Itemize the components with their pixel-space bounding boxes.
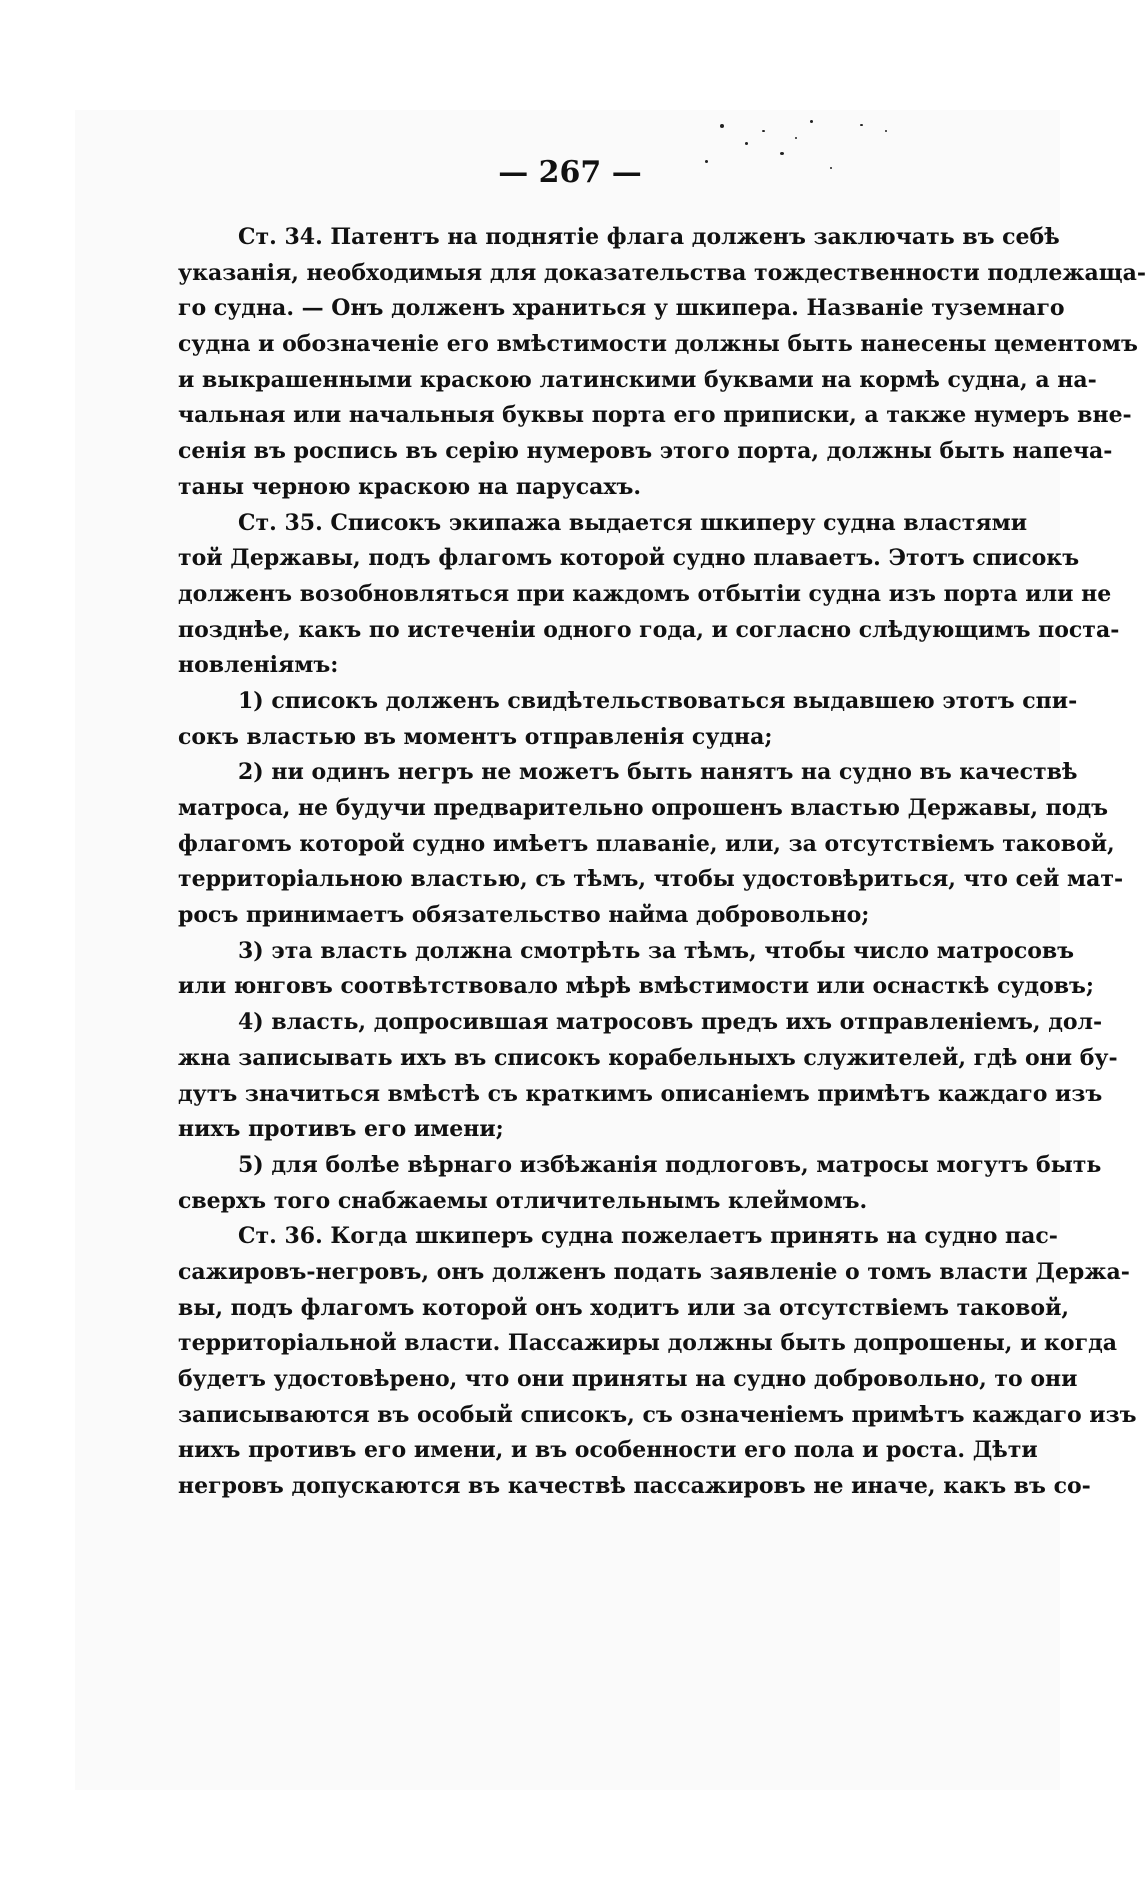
text-line: нихъ противъ его имени; (178, 1116, 504, 1143)
text-line: 1) списокъ долженъ свидѣтельствоваться выдавшею этотъ спи- (238, 687, 1078, 714)
text-line: сокъ властью въ моментъ отправленія судна; (178, 723, 773, 750)
text-line: жна записывать ихъ въ списокъ корабельныхъ служителей, гдѣ они бу- (178, 1044, 1118, 1071)
text-line: чальная или начальныя буквы порта его приписки, а также нумеръ вне- (178, 402, 1132, 429)
text-line: Ст. 34. Патентъ на поднятіе флага долженъ заключать въ себѣ (238, 224, 1060, 250)
text-line: 3) эта власть должна смотрѣть за тѣмъ, чтобы число матросовъ (238, 937, 1075, 964)
text-line: сажировъ-негровъ, онъ долженъ подать заявленіе о томъ власти Держа- (178, 1258, 1130, 1285)
text-line: территоріальной власти. Пассажиры должны быть допрошены, и когда (178, 1330, 1118, 1357)
text-line: нихъ противъ его имени, и въ особенности его пола и роста. Дѣти (178, 1437, 1038, 1464)
text-line: и выкрашенными краскою латинскими буквами на кормѣ судна, а на- (178, 366, 1097, 393)
text-line: сенія въ роспись въ серію нумеровъ этого порта, должны быть напеча- (178, 438, 1113, 465)
text-line: новленіямъ: (178, 652, 339, 679)
text-line: будетъ удостовѣрено, что они приняты на судно добровольно, то они (178, 1366, 1078, 1392)
text-line: матроса, не будучи предварительно опрошенъ властью Державы, подъ (178, 795, 1108, 821)
text-line: флагомъ которой судно имѣетъ плаваніе, или, за отсутствіемъ таковой, (178, 830, 1115, 857)
text-line: судна и обозначеніе его вмѣстимости должны быть нанесены цементомъ (178, 331, 1138, 358)
text-line: 2) ни одинъ негръ не можетъ быть нанятъ на судно въ качествѣ (238, 759, 1078, 786)
text-line: негровъ допускаются въ качествѣ пассажировъ не иначе, какъ въ со- (178, 1473, 1091, 1500)
page-number: — 267 — (498, 155, 642, 190)
text-line: указанія, необходимыя для доказательства тождественности подлежаща- (178, 259, 1146, 286)
text-line: росъ принимаетъ обязательство найма добровольно; (178, 902, 870, 929)
text-line: дутъ значиться вмѣстѣ съ краткимъ описаніемъ примѣтъ каждаго изъ (178, 1080, 1103, 1107)
text-line: той Державы, подъ флагомъ которой судно плаваетъ. Этотъ списокъ (178, 545, 1080, 572)
text-line: территоріальною властью, съ тѣмъ, чтобы удостовѣриться, что сей мат- (178, 866, 1124, 893)
text-line: Ст. 35. Списокъ экипажа выдается шкиперу судна властями (238, 509, 1028, 536)
text-line: 4) власть, допросившая матросовъ предъ ихъ отправленіемъ, дол- (238, 1009, 1103, 1036)
text-line: сверхъ того снабжаемы отличительнымъ клеймомъ. (178, 1187, 868, 1214)
text-line: таны черною краскою на парусахъ. (178, 473, 642, 500)
text-line: вы, подъ флагомъ которой онъ ходитъ или за отсутствіемъ таковой, (178, 1294, 1070, 1321)
text-line: записываются въ особый списокъ, съ означеніемъ примѣтъ каждаго изъ (178, 1401, 1137, 1428)
text-line: Ст. 36. Когда шкиперъ судна пожелаетъ принять на судно пас- (238, 1223, 1058, 1250)
text-line: долженъ возобновляться при каждомъ отбытіи судна изъ порта или не (178, 580, 1112, 607)
text-line: или юнговъ соотвѣтствовало мѣрѣ вмѣстимости или оснасткѣ судовъ; (178, 973, 1095, 1000)
text-line: го судна. — Онъ долженъ храниться у шкипера. Названіе туземнаго (178, 295, 1065, 322)
text-line: 5) для болѣе вѣрнаго избѣжанія подлоговъ, матросы могутъ быть (238, 1151, 1102, 1178)
text-line: позднѣе, какъ по истеченіи одного года, и согласно слѣдующимъ поста- (178, 616, 1120, 643)
document-body (178, 220, 1146, 1505)
